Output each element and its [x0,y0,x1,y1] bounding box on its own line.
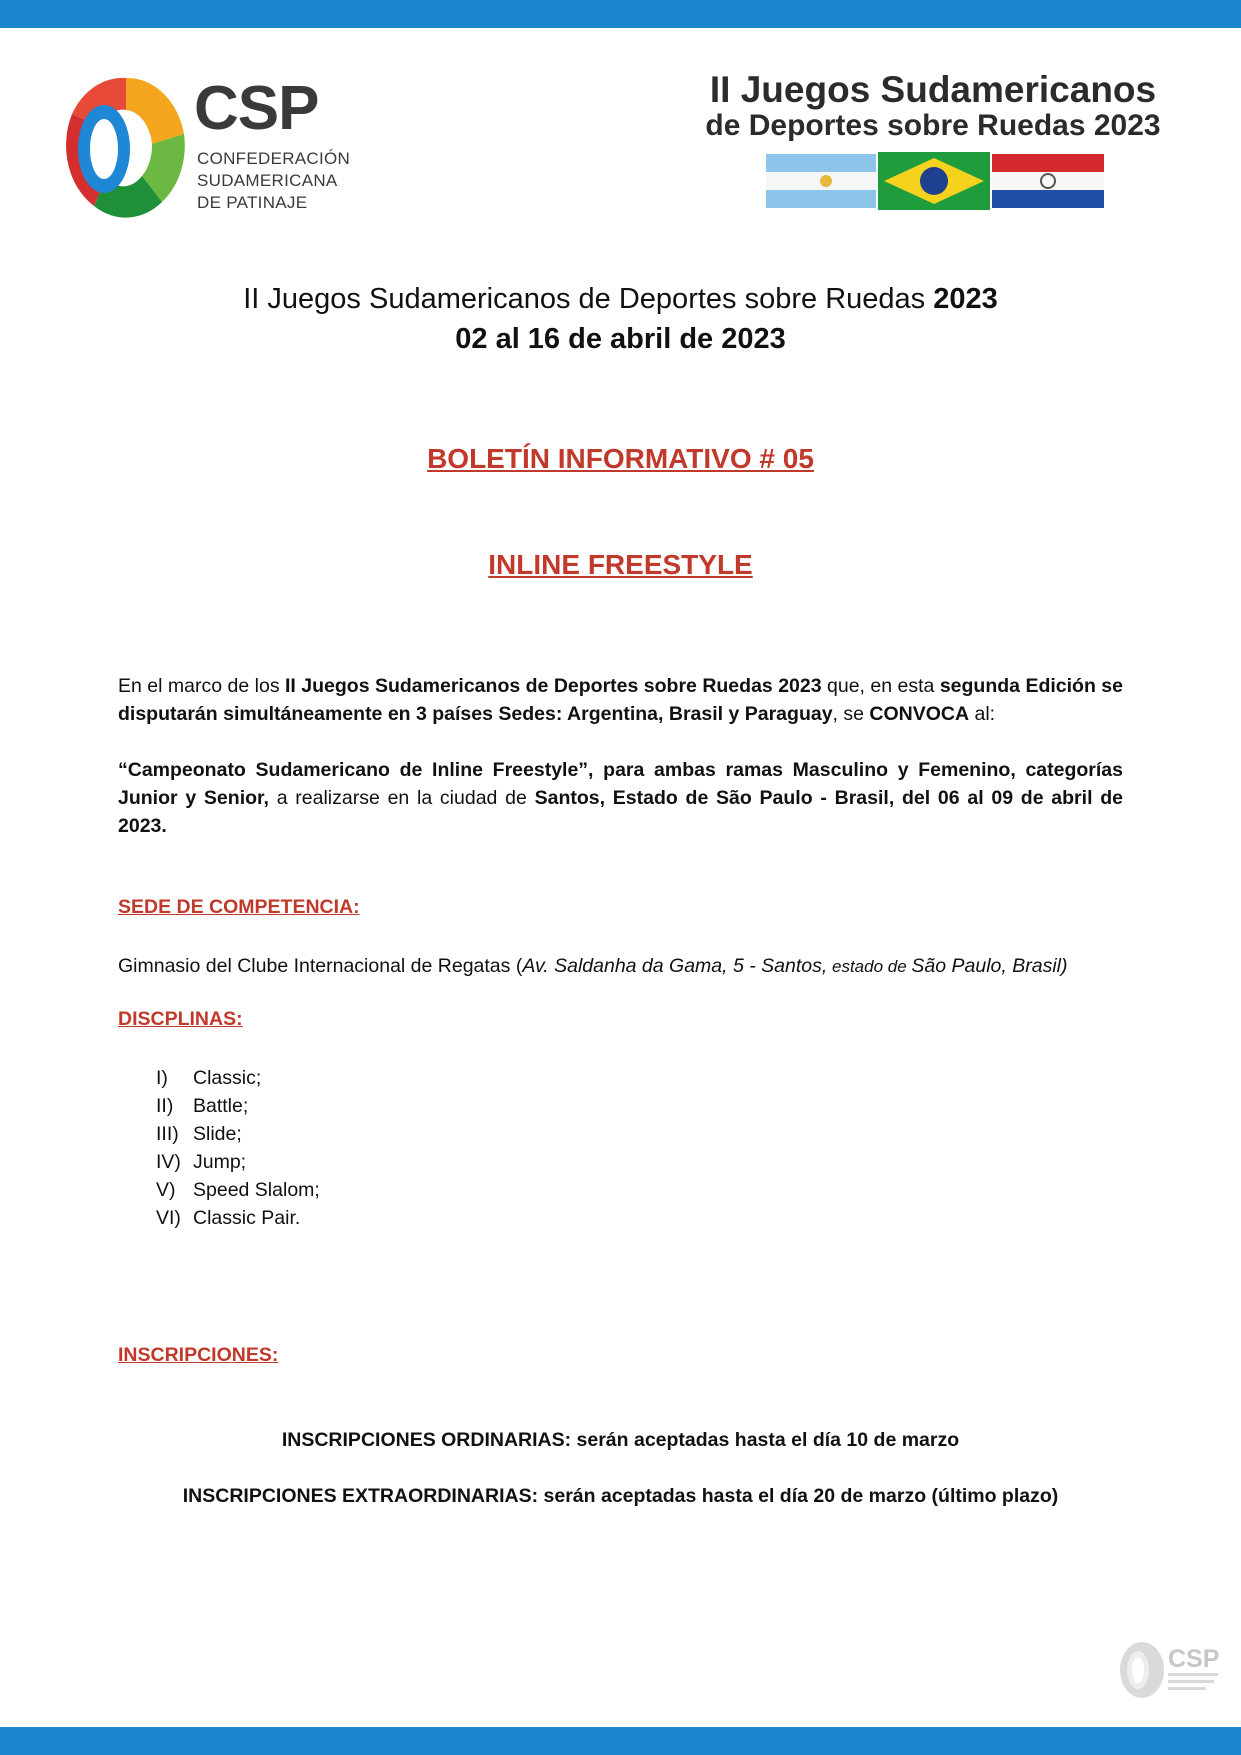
list-item-label: Slide; [193,1123,242,1145]
call-text: a realizarse en la ciudad de [268,787,535,809]
venue-heading: SEDE DE COMPETENCIA: [118,896,360,918]
event-line-1: II Juegos Sudamericanos [709,69,1157,110]
bulletin-heading-text: BOLETÍN INFORMATIVO # 05 [427,443,814,474]
intro-paragraph [118,672,1123,728]
flags-icon [766,150,1106,214]
list-item-number: VI) [156,1207,181,1229]
list-item-label: Classic; [193,1067,262,1089]
intro-bold: II Juegos Sudamericanos de Deportes sobre Ruedas 2023 [285,675,822,697]
intro-text: al: [969,703,996,725]
event-title-text: II Juegos Sudamericanos de Deportes sobre Ruedas [243,283,934,315]
discipline-heading [0,549,1241,581]
list-item-number: III) [156,1123,179,1145]
list-item-label: Battle; [193,1095,249,1117]
logo-full-name [197,148,350,214]
argentina-flag-icon [766,154,876,208]
intro-bold: CONVOCA [869,703,970,725]
bulletin-heading [0,443,1241,475]
logo-abbr: CSP [194,74,319,143]
call-bold: “Campeonato Sudamericano de Inline Freestyle”, para ambas ramas Masculino y Femenino, categorías Junior y Senior, [118,759,1123,809]
ordinary-registrations: INSCRIPCIONES ORDINARIAS: serán aceptadas hasta el día 10 de marzo [281,1429,960,1451]
venue-address-small: estado de [827,957,912,976]
intro-text: , se [832,703,870,725]
top-band [0,0,1241,28]
csp-ring-icon [64,74,188,224]
list-item-label: Classic Pair. [193,1207,301,1229]
extra-registrations: INSCRIPCIONES EXTRAORDINARIAS: serán aceptadas hasta el día 20 de marzo (último plazo) [182,1485,1059,1507]
paraguay-flag-icon [992,154,1104,208]
bottom-band [0,1727,1241,1755]
list-item [156,1064,320,1092]
registrations-heading: INSCRIPCIONES: [118,1344,279,1366]
venue-address-end: São Paulo, Brasil) [911,955,1068,977]
event-title-year: 2023 [933,283,998,315]
brazil-flag-icon [878,152,990,210]
logo-line: DE PATINAJE [197,193,308,212]
list-item [156,1176,320,1204]
event-title [0,280,1241,318]
list-item-number: V) [156,1179,176,1201]
call-paragraph [118,756,1123,840]
list-item-number: II) [156,1095,174,1117]
list-item-number: IV) [156,1151,181,1173]
csp-logo [64,74,351,224]
disciplines-heading: DISCPLINAS: [118,1008,243,1030]
logo-line: CONFEDERACIÓN [197,149,351,168]
list-item-number: I) [156,1067,168,1089]
discipline-heading-text: INLINE FREESTYLE [488,549,753,580]
logo-line: SUDAMERICANA [197,171,338,190]
list-item [156,1120,320,1148]
call-bold: Santos, Estado de São Paulo - Brasil, del 06 al 09 de abril de 2023. [118,787,1123,837]
event-line-2: de Deportes sobre Ruedas 2023 [705,109,1161,142]
intro-text: En el marco de los [118,675,285,697]
list-item [156,1204,320,1232]
event-banner [683,70,1183,142]
list-item-label: Jump; [193,1151,247,1173]
svg-text:CSP: CSP [1168,1645,1220,1673]
list-item [156,1148,320,1176]
venue-address: Av. Saldanha da Gama, 5 - Santos, [522,955,828,977]
disciplines-list [156,1064,320,1232]
event-dates: 02 al 16 de abril de 2023 [455,323,786,355]
csp-watermark-icon [1118,1640,1226,1700]
intro-bold: segunda Edición se disputarán simultáneamente en 3 países Sedes: Argentina, Brasil y Paraguay [118,675,1123,725]
venue-name: Gimnasio del Clube Internacional de Regatas ( [118,955,523,977]
venue-text [118,952,1067,981]
list-item [156,1092,320,1120]
intro-text: que, en esta [821,675,940,697]
list-item-label: Speed Slalom; [193,1179,320,1201]
